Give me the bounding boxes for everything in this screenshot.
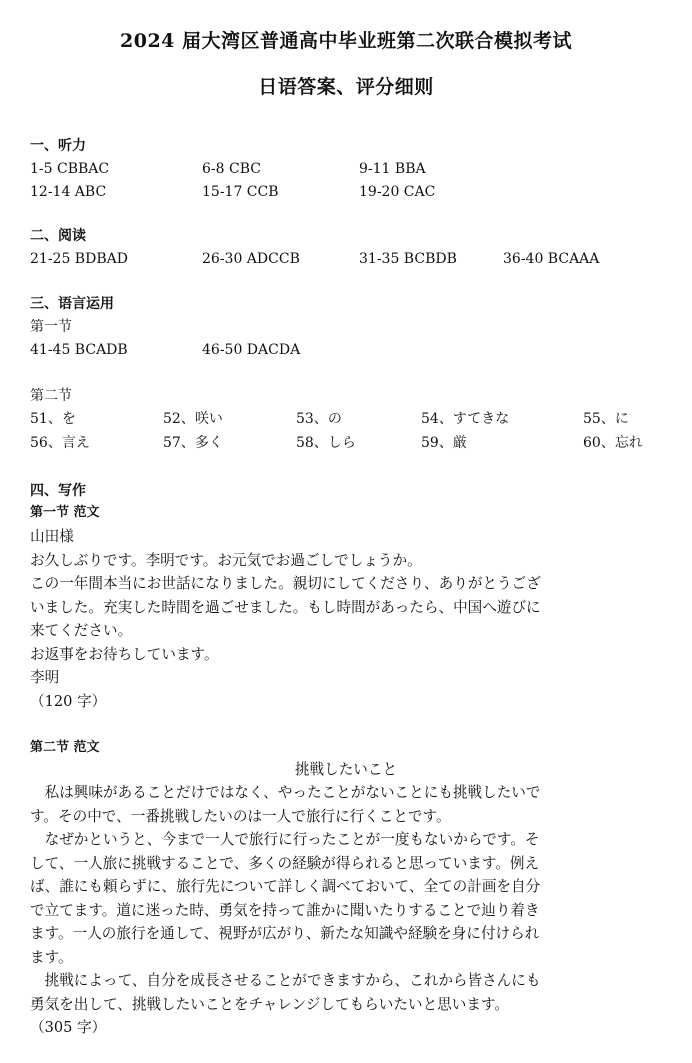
answer-group: 6-8 CBC — [202, 161, 261, 177]
section-label: 第二节 范文 — [30, 740, 100, 755]
answer-group: 9-11 BBA — [359, 161, 426, 177]
answer-group: 31-35 BCBDB — [359, 251, 457, 267]
essay-word-count: （305 字） — [30, 1019, 107, 1036]
fill-answer: 52、咲い — [163, 411, 223, 427]
essay-line: で立てます。道に迷った時、勇気を持って誰かに聞いたりすることで辿り着き — [30, 901, 540, 919]
answer-group: 36-40 BCAAA — [503, 251, 600, 267]
sample-essay — [30, 781, 664, 1040]
essay-line: ます。一人の旅行を通して、視野が広がり、新たな知識や経験を身に付けられ — [30, 925, 540, 942]
fill-answer: 55、に — [583, 411, 629, 427]
essay-line: 勇気を出して、挑戦したいことをチャレンジしてもらいたいと思います。 — [30, 995, 509, 1013]
sample-letter — [30, 525, 664, 713]
essay-line: 私は興味があることだけではなく、やったことがないことにも挑戦したいで — [30, 784, 541, 801]
answer-group: 19-20 CAC — [359, 184, 436, 200]
fill-answer: 58、しら — [296, 435, 356, 451]
letter-line: お返事をお待ちしています。 — [30, 645, 219, 663]
answer-group: 21-25 BDBAD — [30, 251, 128, 267]
letter-line: お久しぶりです。李明です。お元気でお過ごしでしょうか。 — [30, 551, 422, 569]
essay-line: ます。 — [30, 948, 73, 966]
listening-heading: 一、听力 — [30, 138, 86, 154]
answer-group: 26-30 ADCCB — [202, 251, 300, 267]
reading-heading: 二、阅读 — [30, 228, 86, 244]
section-label: 第二节 — [30, 388, 72, 404]
letter-line: 山田様 — [30, 528, 74, 545]
fill-answer: 54、すてきな — [421, 411, 510, 427]
letter-word-count: （120 字） — [30, 692, 107, 710]
fill-answer: 56、言え — [30, 435, 90, 451]
writing-heading: 四、写作 — [30, 483, 86, 499]
essay-line: なぜかというと、今まで一人で旅行に行ったことが一度もないからです。そ — [30, 831, 540, 848]
page-subtitle: 日语答案、评分细则 — [258, 76, 434, 98]
page-title: 2024 届大湾区普通高中毕业班第二次联合模拟考试 — [120, 30, 572, 52]
fill-answer: 60、忘れ — [583, 435, 643, 451]
answer-group: 1-5 CBBAC — [30, 161, 110, 177]
letter-line: 李明 — [30, 669, 60, 686]
fill-answer: 59、厳 — [421, 435, 467, 451]
essay-line: して、一人旅に挑戦することで、多くの経験が得られると思っています。例え — [30, 854, 540, 872]
fill-answer: 57、多く — [163, 435, 223, 451]
section-label: 第一节 范文 — [30, 505, 100, 520]
answer-group: 41-45 BCADB — [30, 342, 128, 358]
letter-line: 来てください。 — [30, 622, 133, 639]
language-use-heading: 三、语言运用 — [30, 296, 114, 312]
essay-line: す。その中で、一番挑戦したいのは一人で旅行に行くことです。 — [30, 807, 451, 825]
fill-answer: 51、を — [30, 411, 76, 427]
answer-group: 12-14 ABC — [30, 184, 107, 200]
letter-line: この一年間本当にお世話になりました。親切にしてくださり、ありがとうござ — [30, 575, 541, 592]
essay-title: 挑戦したいこと — [294, 761, 398, 778]
answer-group: 15-17 CCB — [202, 184, 279, 200]
letter-line: いました。充実した時間を過ごせました。もし時間があったら、中国へ遊びに — [30, 598, 541, 616]
section-label: 第一节 — [30, 319, 72, 335]
essay-line: 挑戦によって、自分を成長させることができますから、これから皆さんにも — [30, 972, 541, 989]
essay-line: ば、誰にも頼らずに、旅行先について詳しく調べておいて、全ての計画を自分 — [30, 878, 541, 895]
answer-group: 46-50 DACDA — [202, 342, 301, 358]
fill-answer: 53、の — [296, 411, 342, 427]
